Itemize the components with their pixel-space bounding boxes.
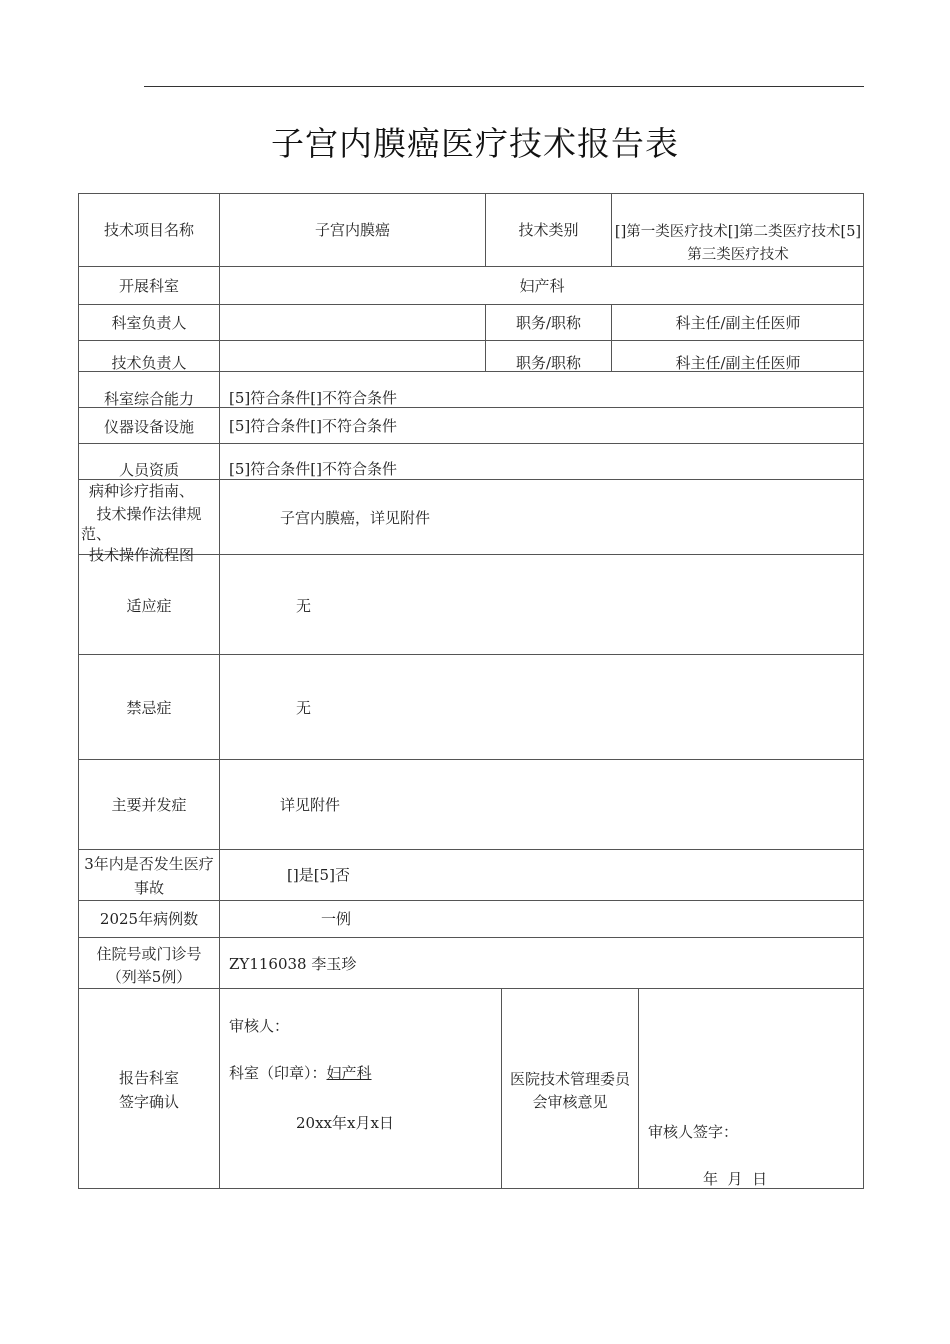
reviewer-label: 审核人： xyxy=(229,1017,290,1035)
equipment-value: [5]符合条件[]不符合条件 xyxy=(229,417,397,435)
dept-stamp-line xyxy=(229,1062,499,1084)
dept-stamp-label: 科室（印章）： xyxy=(229,1064,327,1082)
row-divider xyxy=(78,849,864,850)
guidelines-label-line: 范、 xyxy=(81,525,112,543)
dept-head-label: 科室负责人 xyxy=(111,314,187,332)
indications-label: 适应症 xyxy=(126,597,172,615)
column-divider xyxy=(638,988,639,1189)
guidelines-label-line: 技术操作法律规 xyxy=(96,505,202,523)
project-name-label: 技术项目名称 xyxy=(103,221,194,239)
dept-head-title-label: 职务/职称 xyxy=(515,314,582,332)
guidelines-label-line: 技术操作流程图 xyxy=(89,546,195,564)
accidents-label-line1: 3年内是否发生医疗 xyxy=(84,855,214,873)
row-divider xyxy=(78,443,864,444)
signoff-date: 20xx年x月x日 xyxy=(296,1114,394,1132)
dept-capability-value: [5]符合条件[]不符合条件 xyxy=(229,389,397,407)
tech-head-title-label: 职务/职称 xyxy=(515,354,582,372)
indications-value: 无 xyxy=(296,597,312,615)
signoff-label-line1: 报告科室 xyxy=(118,1069,179,1087)
committee-label-line1: 医院技术管理委员 xyxy=(509,1070,630,1088)
personnel-value: [5]符合条件[]不符合条件 xyxy=(229,460,397,478)
row-divider xyxy=(78,654,864,655)
reviewer-signature-label: 审核人签字： xyxy=(648,1123,739,1141)
row-divider xyxy=(78,759,864,760)
equipment-label: 仪器设备设施 xyxy=(103,418,194,436)
dept-head-title-value: 科主任/副主任医师 xyxy=(675,314,801,332)
cases-label: 2025年病例数 xyxy=(99,910,199,928)
tech-category-label: 技术类别 xyxy=(518,221,579,239)
contraindications-value: 无 xyxy=(296,699,312,717)
row-divider xyxy=(78,988,864,989)
row-divider xyxy=(78,937,864,938)
contraindications-label: 禁忌症 xyxy=(126,699,172,717)
review-date-blank: 年 月 日 xyxy=(703,1170,768,1188)
guidelines-label xyxy=(79,480,219,564)
record-numbers-label-line1: 住院号或门诊号 xyxy=(96,945,202,963)
dept-stamp-value: 妇产科 xyxy=(326,1064,372,1082)
tech-head-label: 技术负责人 xyxy=(111,354,187,372)
accidents-value: []是[5]否 xyxy=(287,866,350,884)
accidents-label-line2: 事故 xyxy=(133,879,164,897)
guidelines-value: 子宫内膜癌，详见附件 xyxy=(280,509,431,527)
complications-label: 主要并发症 xyxy=(111,796,187,814)
department-value: 妇产科 xyxy=(519,277,565,295)
row-divider xyxy=(78,900,864,901)
tech-head-title-value: 科主任/副主任医师 xyxy=(675,354,801,372)
complications-value: 详见附件 xyxy=(280,796,341,814)
dept-capability-label: 科室综合能力 xyxy=(103,390,194,408)
project-name-value: 子宫内膜癌 xyxy=(314,221,390,239)
tech-category-value: []第一类医疗技术[]第二类医疗技术[5]第三类医疗技术 xyxy=(614,224,862,263)
header-rule xyxy=(144,86,864,87)
record-numbers-value: ZY116038 李玉珍 xyxy=(229,955,357,973)
cases-value: 一例 xyxy=(321,910,352,928)
row-divider xyxy=(78,304,864,305)
tech-head-row xyxy=(79,341,863,371)
column-divider xyxy=(611,193,612,266)
guidelines-label-line: 病种诊疗指南、 xyxy=(89,482,195,500)
record-numbers-label-line2: （列举5例） xyxy=(106,968,192,986)
personnel-label: 人员资质 xyxy=(118,461,179,479)
department-label: 开展科室 xyxy=(118,277,179,295)
page-title: 子宫内膜癌医疗技术报告表 xyxy=(271,124,679,163)
signoff-label-line2: 签字确认 xyxy=(118,1093,179,1111)
committee-label-line2: 会审核意见 xyxy=(532,1093,608,1111)
